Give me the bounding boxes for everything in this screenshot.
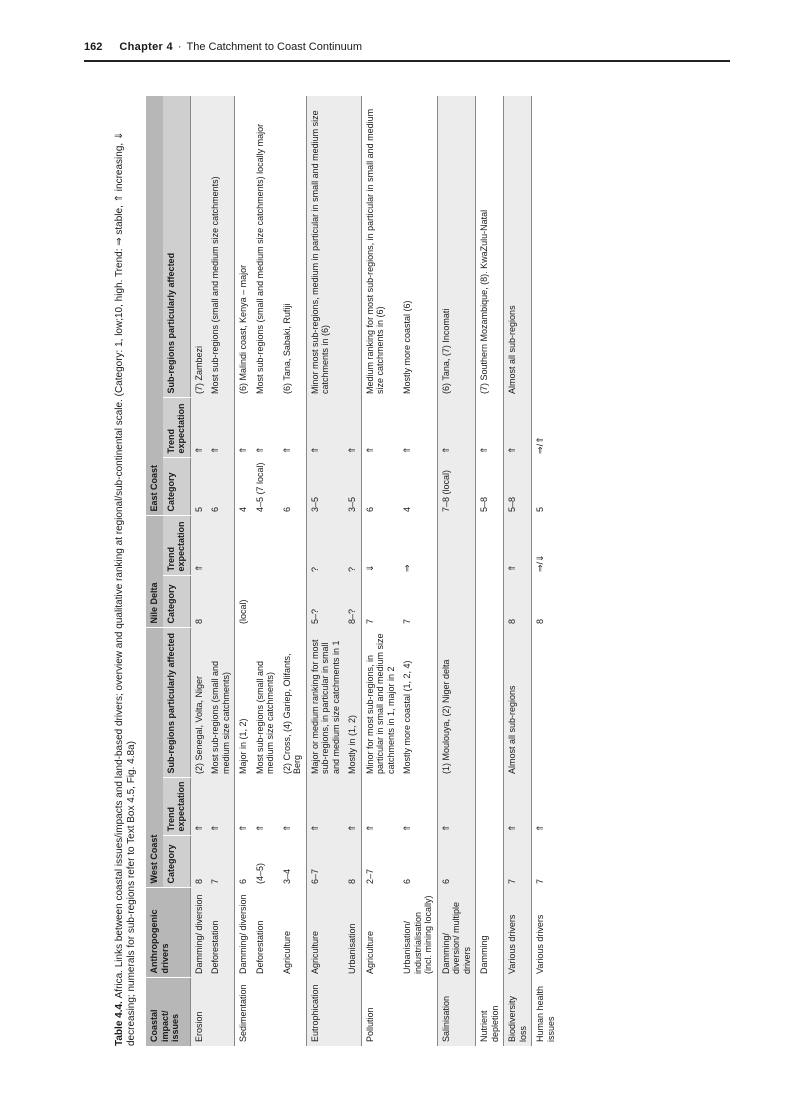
cell-wc-subregions [532,628,560,778]
cell-wc-category: 2–7 [361,836,399,888]
cell-ec-subregions [344,96,361,398]
cell-ec-trend: ⇑ [344,398,361,458]
cell-nd-category [207,576,235,628]
cell-nd-category [437,576,476,628]
cell-issue [252,978,279,1046]
cell-wc-trend: ⇑ [306,778,344,836]
cell-ec-subregions: (6) Tana, (7) Incomati [437,96,476,398]
table-row [207,96,235,1046]
cell-wc-category: 6 [437,836,476,888]
running-head: Chapter 4 · The Catchment to Coast Continuum [119,41,363,53]
table-caption [114,96,138,1046]
cell-issue [344,978,361,1046]
cell-ec-category: 7–8 (local) [437,458,476,516]
cell-nd-category: 5–? [306,576,344,628]
cell-issue: Pollution [361,978,399,1046]
cell-wc-subregions: (2) Senegal, Volta, Niger [190,628,207,778]
cell-issue: Human health issues [532,978,560,1046]
cell-ec-category: 4 [402,506,412,512]
cell-ec-subregions: Medium ranking for most sub-regions, in particular in small and medium size catchments in (6) [361,96,399,398]
cell-ec-trend: ⇑ [207,398,235,458]
cell-issue: Salinisation [437,978,476,1046]
cell-nd-category [476,576,504,628]
cell-nd-trend [476,516,504,576]
cell-ec-category: 3–5 [344,458,361,516]
cell-driver: Agriculture [281,930,292,974]
cell-wc-subregions: Major in (1, 2) [235,628,252,778]
cell-driver: Damming [476,888,504,978]
cell-wc-category: 7 [504,836,532,888]
header-nd-category: Category [163,576,191,628]
cell-wc-trend: ⇑ [361,778,399,836]
cell-ec-trend: ⇑ [190,398,207,458]
header-nile-delta: Nile Delta [146,516,163,628]
cell-nd-category [279,576,307,628]
cell-wc-subregions: Most sub-regions (small and medium size catchments) [207,628,235,778]
table-row [344,96,361,1046]
cell-wc-subregions: Major or medium ranking for most sub-regions, in particular in small and medium size catchments in 1 [306,628,344,778]
cell-ec-subregions: Minor most sub-regions, medium in particular in small and medium size catchments in (6) [306,96,344,398]
table-row [306,96,344,1046]
table-row [190,96,207,1046]
cell-wc-category: (4–5) [254,862,265,884]
cell-nd-category: 8 [504,576,532,628]
cell-ec-trend: ⇑ [235,398,252,458]
cell-nd-category: (local) [235,576,252,628]
cell-driver: Agriculture [361,888,399,978]
cell-wc-trend: ⇑ [402,824,412,832]
cell-wc-category: 3–4 [281,868,292,884]
cell-ec-subregions: Most sub-regions (small and medium size catchments) locally major [254,123,265,394]
cell-ec-trend: ⇑ [281,446,292,454]
cell-wc-subregions: (1) Moulouya, (2) Niger delta [437,628,476,778]
table-row [476,96,504,1046]
header-nd-trend: Trend expectation [163,516,191,576]
cell-wc-category: 6 [235,836,252,888]
cell-nd-category: 8–? [344,576,361,628]
cell-nd-trend: ? [344,516,361,576]
header-east-coast: East Coast [146,96,163,516]
cell-ec-category: 5–8 [504,458,532,516]
cell-issue: Nutrient depletion [476,978,504,1046]
cell-wc-trend [476,778,504,836]
cell-wc-subregions: Minor for most sub-regions, in particular in small and medium size catchments in 1, major in 2 [361,628,399,778]
cell-wc-subregions [476,628,504,778]
cell-ec-category: 5–8 [476,458,504,516]
cell-wc-trend: ⇑ [235,778,252,836]
cell-nd-trend: ⇑ [504,516,532,576]
cell-issue [399,978,437,1046]
cell-issue: Sedimentation [235,978,252,1046]
cell-driver: Agriculture [306,888,344,978]
cell-ec-trend: ⇑ [254,446,265,454]
cell-ec-subregions: (7) Zambezi [190,96,207,398]
cell-ec-trend: ⇑ [361,398,399,458]
cell-nd-category [252,576,279,628]
cell-wc-trend: ⇑ [344,778,361,836]
cell-nd-trend: ? [306,516,344,576]
cell-nd-trend [279,516,307,576]
cell-ec-category: 5 [532,458,560,516]
cell-nd-trend: ⇒ [402,564,412,572]
table-row [279,96,307,1046]
table-row [532,96,560,1046]
cell-wc-category: 6 [402,878,412,884]
cell-nd-trend: ⇑ [190,516,207,576]
header-west-coast: West Coast [146,628,163,888]
header-wc-subregions: Sub-regions particularly affected [163,628,191,778]
cell-issue [207,978,235,1046]
cell-driver: Damming/ diversion/ multiple drivers [437,888,476,978]
cell-wc-category: 7 [532,836,560,888]
cell-ec-trend: ⇑ [504,398,532,458]
cell-issue: Eutrophication [306,978,344,1046]
table-row [361,96,399,1046]
cell-nd-trend: ⇓ [361,516,399,576]
cell-wc-trend: ⇑ [504,778,532,836]
cell-wc-category: 7 [207,836,235,888]
cell-ec-category: 3–5 [306,458,344,516]
cell-wc-category: 8 [344,836,361,888]
cell-ec-trend: ⇒/⇑ [532,398,560,458]
cell-nd-trend [252,516,279,576]
header-driver: Anthropogenic drivers [146,888,190,978]
cell-ec-subregions: Mostly more coastal (6) [402,300,412,394]
caption-text: Africa. Links between coastal issues/impacts and land-based drivers; overview and qualitative ranking at regional/sub-continental scale. (Category: 1, low;10, high. Trend: ⇒ stable, ⇑ increasing, ⇓ decreasing; numerals for sub-regions refer to Text Box 4.5, Fig. 4.8a) [114,131,137,1046]
cell-driver: Various drivers [504,888,532,978]
chapter-label: Chapter 4 [119,41,173,53]
table-row [252,96,279,1046]
cell-driver: Various drivers [532,888,560,978]
drivers-table [146,96,559,1046]
cell-ec-category: 6 [281,506,292,512]
cell-ec-category: 6 [361,458,399,516]
cell-ec-trend: ⇑ [306,398,344,458]
cell-driver: Deforestation [254,920,265,974]
cell-wc-trend: ⇑ [190,778,207,836]
page-header [84,41,362,53]
cell-wc-subregions: Almost all sub-regions [504,628,532,778]
cell-wc-trend: ⇑ [532,778,560,836]
cell-nd-trend [235,516,252,576]
cell-ec-category: 6 [207,458,235,516]
cell-nd-category: 7 [402,618,412,624]
cell-wc-category: 8 [190,836,207,888]
cell-driver: Urbanisation [344,888,361,978]
cell-issue: Erosion [190,978,207,1046]
cell-wc-trend: ⇑ [207,778,235,836]
cell-ec-trend: ⇑ [402,446,412,454]
cell-ec-category: 4–5 (7 local) [254,462,265,512]
cell-ec-subregions: (6) Malindi coast, Kenya – major [235,96,252,398]
header-ec-trend: Trend expectation [163,398,191,458]
header-ec-category: Category [163,458,191,516]
header-wc-category: Category [163,836,191,888]
cell-wc-trend: ⇑ [281,824,292,832]
cell-ec-subregions: (7) Southern Mozambique, (8). KwaZulu-Natal [476,96,504,398]
table-row [235,96,252,1046]
cell-ec-category: 5 [190,458,207,516]
table-row [437,96,476,1046]
header-rule [84,60,730,62]
cell-nd-category: 8 [532,576,560,628]
rotated-table-block [114,82,734,1046]
cell-nd-trend: ⇒/⇓ [532,516,560,576]
cell-wc-subregions: Mostly in (1, 2) [344,628,361,778]
cell-ec-category: 4 [235,458,252,516]
header-wc-trend: Trend expectation [163,778,191,836]
table-row [399,96,437,1046]
cell-ec-subregions: (6) Tana, Sabaki, Rufiji [281,303,292,394]
cell-wc-trend: ⇑ [437,778,476,836]
cell-ec-trend: ⇑ [437,398,476,458]
caption-label: Table 4.4. [114,1001,125,1046]
header-ec-subregions: Sub-regions particularly affected [163,96,191,398]
cell-wc-subregions: Most sub-regions (small and medium size catchments) [254,660,275,774]
cell-wc-category: 6–7 [306,836,344,888]
cell-driver: Deforestation [207,888,235,978]
page-number: 162 [84,41,103,53]
cell-wc-trend: ⇑ [254,824,265,832]
cell-driver: Urbanisation/ industrialisation (incl. mining locally) [402,895,433,974]
cell-ec-subregions: Almost all sub-regions [504,96,532,398]
chapter-title: The Catchment to Coast Continuum [186,41,363,53]
cell-nd-trend [207,516,235,576]
cell-nd-category: 8 [190,576,207,628]
cell-issue: Biodiversity loss [504,978,532,1046]
cell-ec-subregions [532,96,560,398]
cell-ec-trend: ⇑ [476,398,504,458]
cell-wc-subregions: Mostly more coastal (1, 2, 4) [402,660,412,774]
header-issue: Coastal impact/ issues [146,978,190,1046]
cell-wc-category [476,836,504,888]
cell-ec-subregions: Most sub-regions (small and medium size catchments) [207,96,235,398]
cell-nd-trend [437,516,476,576]
cell-driver: Damming/ diversion [235,888,252,978]
table-row [504,96,532,1046]
cell-issue [279,978,307,1046]
cell-driver: Damming/ diversion [190,888,207,978]
cell-wc-subregions: (2) Cross, (4) Gariep, Olifants, Berg [281,653,302,774]
cell-nd-category: 7 [361,576,399,628]
